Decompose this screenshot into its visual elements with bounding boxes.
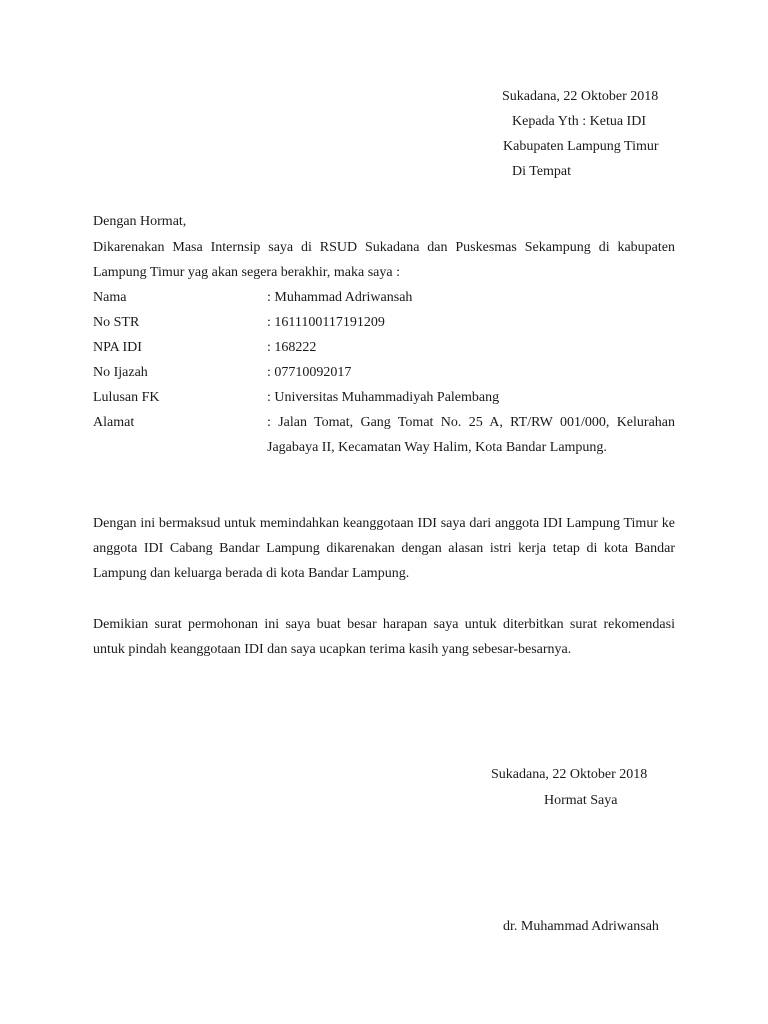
closing-paragraph: Demikian surat permohonan ini saya buat besar harapan saya untuk diterbitkan surat rekomendasi untuk pindah keanggotaan IDI dan saya ucapkan terima kasih yang sebesar-besarnya.: [93, 617, 675, 657]
detail-label: No STR: [93, 315, 140, 330]
detail-label: NPA IDI: [93, 340, 142, 355]
detail-label: Nama: [93, 290, 127, 305]
request-paragraph: Dengan ini bermaksud untuk memindahkan keanggotaan IDI saya dari anggota IDI Lampung Timur ke anggota IDI Cabang Bandar Lampung dikarenakan dengan alasan istri kerja tetap di kota Bandar Lampung dan keluarga berada di kota Bandar Lampung.: [93, 516, 675, 581]
recipient-line-1: Kepada Yth : Ketua IDI: [512, 114, 646, 129]
detail-label: No Ijazah: [93, 365, 148, 380]
detail-value: : 168222: [267, 340, 317, 355]
closing-place-date: Sukadana, 22 Oktober 2018: [491, 767, 648, 782]
intro-paragraph: Dikarenakan Masa Internsip saya di RSUD Sukadana dan Puskesmas Sekampung di kabupaten Lampung Timur yag akan segera berakhir, maka saya :: [93, 240, 675, 280]
detail-value: : 07710092017: [267, 365, 352, 380]
detail-value: : 1611100117191209: [267, 315, 385, 330]
detail-label: Alamat: [93, 415, 135, 430]
detail-label: Lulusan FK: [93, 390, 160, 405]
recipient-line-2: Kabupaten Lampung Timur: [503, 139, 659, 154]
closing-regards: Hormat Saya: [544, 793, 618, 808]
signer-name: dr. Muhammad Adriwansah: [503, 919, 659, 934]
recipient-line-3: Di Tempat: [512, 164, 572, 179]
detail-value: : Muhammad Adriwansah: [267, 290, 413, 305]
header-place-date: Sukadana, 22 Oktober 2018: [502, 89, 659, 104]
detail-value: : Jalan Tomat, Gang Tomat No. 25 A, RT/RW 001/000, Kelurahan Jagabaya II, Kecamatan Way Halim, Kota Bandar Lampung.: [267, 415, 675, 455]
salutation: Dengan Hormat,: [93, 214, 187, 229]
detail-value: : Universitas Muhammadiyah Palembang: [267, 390, 500, 405]
